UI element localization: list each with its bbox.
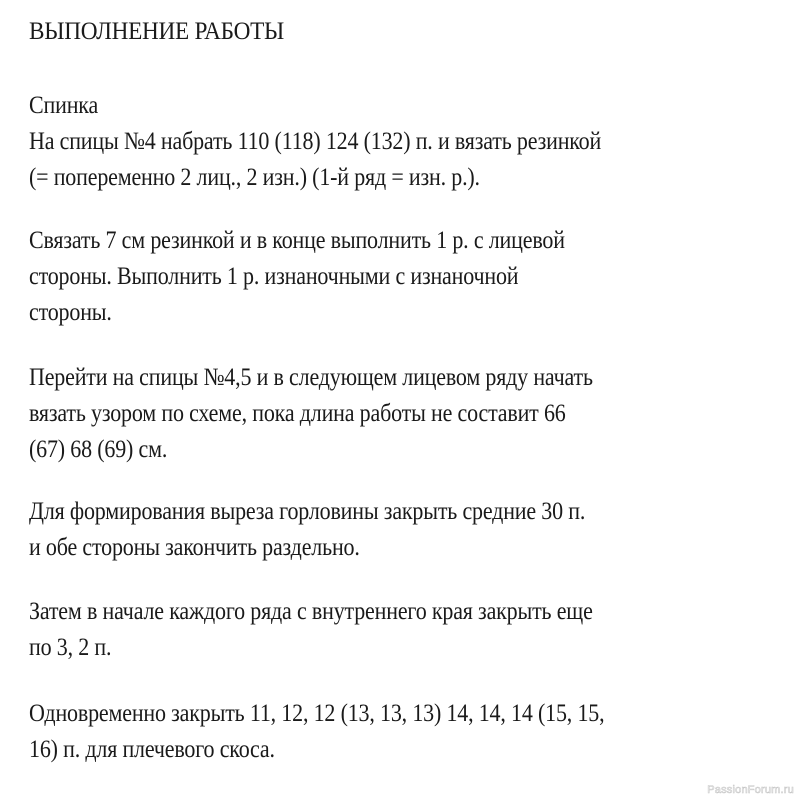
text-line: Связать 7 см резинкой и в конце выполнить 1 р. с лицевой: [29, 227, 565, 254]
paragraph-shoulder: [29, 696, 683, 768]
text-line: Для формирования выреза горловины закрыть средние 30 п.: [29, 498, 586, 525]
text-line: по 3, 2 п.: [29, 634, 112, 661]
paragraph-back-cast-on: [29, 88, 679, 196]
text-line: Перейти на спицы №4,5 и в следующем лицевом ряду начать: [29, 364, 593, 391]
paragraph-pattern: [29, 360, 670, 468]
text-line: (67) 68 (69) см.: [29, 436, 168, 463]
text-line: Затем в начале каждого ряда с внутреннего края закрыть еще: [29, 598, 593, 625]
text-line: стороны.: [29, 299, 112, 326]
text-line: (= попеременно 2 лиц., 2 изн.) (1-й ряд = изн. р.).: [29, 164, 480, 191]
text-line: вязать узором по схеме, пока длина работы не составит 66: [29, 400, 566, 427]
text-line: стороны. Выполнить 1 р. изнаночными с изнаночной: [29, 263, 519, 290]
text-line: и обе стороны закончить раздельно.: [29, 534, 360, 561]
watermark: PassionForum.ru: [707, 784, 794, 796]
text-line: На спицы №4 набрать 110 (118) 124 (132) п. и вязать резинкой: [29, 128, 602, 155]
text-line: 16) п. для плечевого скоса.: [29, 736, 275, 763]
subheading-back: Спинка: [29, 92, 99, 119]
text-line: Одновременно закрыть 11, 12, 12 (13, 13, 13) 14, 14, 14 (15, 15,: [29, 700, 605, 727]
section-heading: ВЫПОЛНЕНИЕ РАБОТЫ: [29, 18, 285, 45]
paragraph-ribbing: [29, 223, 638, 331]
paragraph-inner-edge: [29, 594, 670, 666]
paragraph-neckline: [29, 494, 661, 566]
